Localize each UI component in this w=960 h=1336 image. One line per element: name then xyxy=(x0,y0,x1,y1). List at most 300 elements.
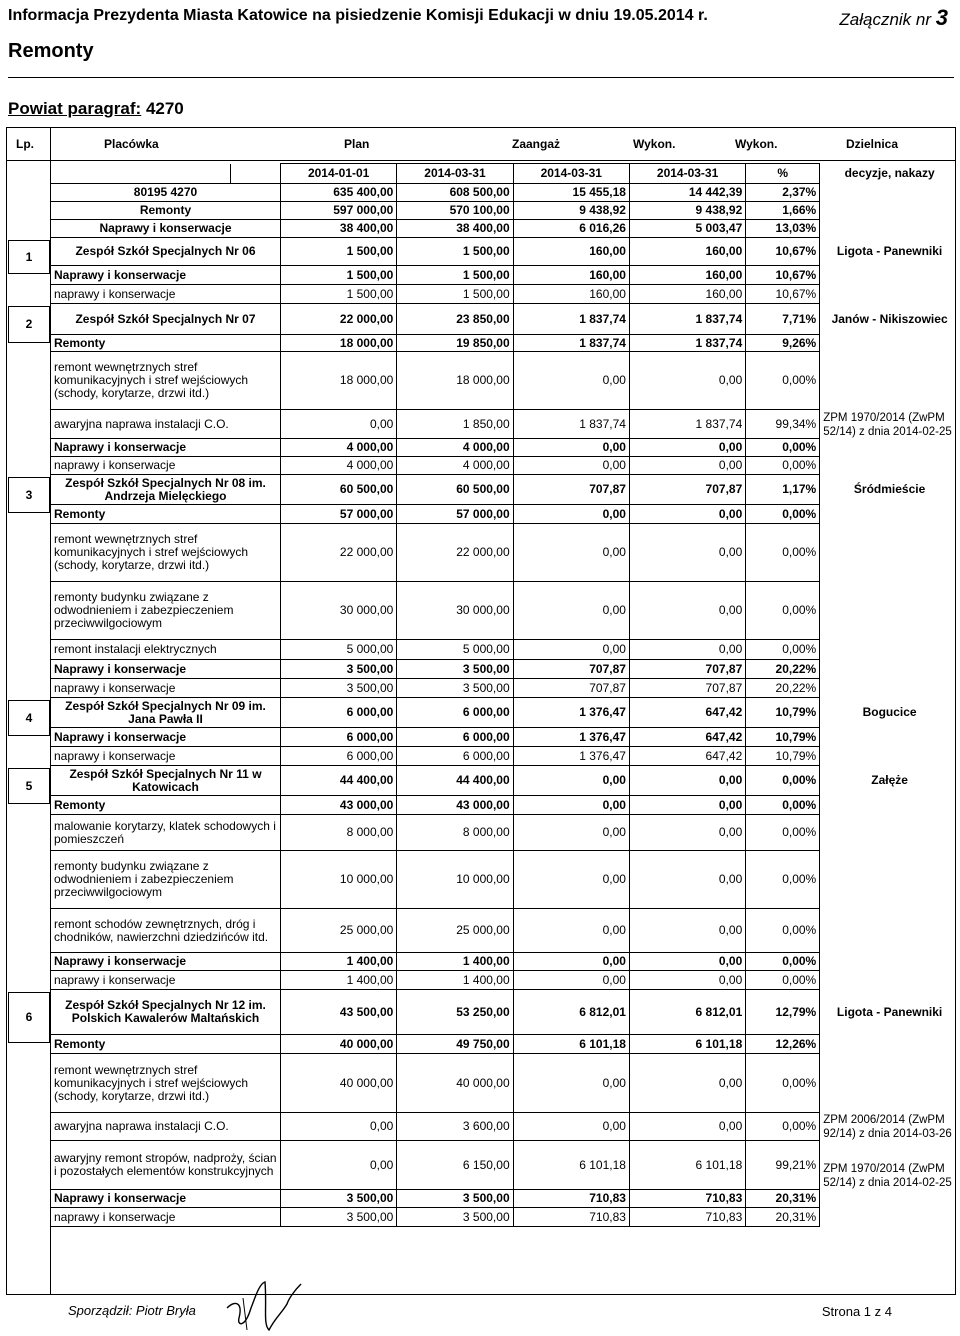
row-name: remont schodów zewnętrznych, dróg i chodników, nawierzchni dziedzińców itd. xyxy=(51,909,281,953)
district-empty xyxy=(820,202,960,220)
cell-a: 40 000,00 xyxy=(281,1054,397,1113)
annex-label-text: Załącznik nr xyxy=(839,10,932,29)
school-row xyxy=(51,698,960,728)
table-row xyxy=(51,335,960,352)
cell-p: 0,00% xyxy=(746,796,820,815)
cell-d: 0,00 xyxy=(629,909,745,953)
cell-b: 3 600,00 xyxy=(397,1113,513,1141)
cell-b: 25 000,00 xyxy=(397,909,513,953)
cell-a: 4 000,00 xyxy=(281,439,397,457)
table-row xyxy=(51,851,960,909)
cell-c: 1 376,47 xyxy=(513,747,629,766)
cell-p: 7,71% xyxy=(746,304,820,335)
cell-c: 0,00 xyxy=(513,640,629,660)
school-row xyxy=(51,766,960,796)
table-row xyxy=(51,220,960,238)
row-name: Naprawy i konserwacje xyxy=(51,439,281,457)
cell-p: 0,00% xyxy=(746,971,820,990)
table-row xyxy=(51,1054,960,1113)
cell-a: 3 500,00 xyxy=(281,679,397,698)
table-row xyxy=(51,1141,960,1190)
col-header-zaangaz: Zaangaż xyxy=(512,137,561,151)
row-name: naprawy i konserwacje xyxy=(51,1208,281,1227)
percent-header: % xyxy=(746,164,820,184)
cell-a: 3 500,00 xyxy=(281,660,397,679)
cell-d: 0,00 xyxy=(629,505,745,524)
district-empty xyxy=(820,953,960,971)
cell-b: 570 100,00 xyxy=(397,202,513,220)
cell-b: 8 000,00 xyxy=(397,815,513,851)
cell-a: 38 400,00 xyxy=(281,220,397,238)
table-row xyxy=(51,971,960,990)
annex-number: 3 xyxy=(935,5,948,30)
district-empty xyxy=(820,220,960,238)
cell-d: 0,00 xyxy=(629,352,745,410)
cell-p: 99,34% xyxy=(746,410,820,439)
decision-note: ZPM 1970/2014 (ZwPM 52/14) z dnia 2014-02-25 xyxy=(823,411,952,438)
district-name: Bogucice xyxy=(862,705,917,719)
cell-p: 0,00% xyxy=(746,457,820,475)
district-empty xyxy=(820,352,960,410)
cell-d: 6 812,01 xyxy=(629,990,745,1035)
row-name: Remonty xyxy=(51,202,281,220)
cell-c: 9 438,92 xyxy=(513,202,629,220)
cell-c: 707,87 xyxy=(513,475,629,505)
lp-number: 3 xyxy=(8,477,50,513)
table-row xyxy=(51,410,960,439)
cell-p: 10,79% xyxy=(746,728,820,747)
col-header-wykon-percent: Wykon. xyxy=(735,137,778,151)
cell-b: 19 850,00 xyxy=(397,335,513,352)
row-name: Zespół Szkół Specjalnych Nr 06 xyxy=(51,238,281,266)
cell-c: 6 101,18 xyxy=(513,1035,629,1054)
lp-number: 1 xyxy=(8,240,50,274)
cell-d: 14 442,39 xyxy=(629,184,745,202)
col-header-plan: Plan xyxy=(344,137,370,151)
district-empty xyxy=(820,660,960,679)
cell-a: 30 000,00 xyxy=(281,582,397,640)
cell-d: 0,00 xyxy=(629,971,745,990)
district-empty xyxy=(820,796,960,815)
table-row xyxy=(51,266,960,285)
cell-b: 608 500,00 xyxy=(397,184,513,202)
powiat-value: 4270 xyxy=(145,99,184,118)
cell-p: 0,00% xyxy=(746,1113,820,1141)
cell-a: 18 000,00 xyxy=(281,352,397,410)
row-name: naprawy i konserwacje xyxy=(51,457,281,475)
district-empty xyxy=(820,335,960,352)
school-row xyxy=(51,238,960,266)
cell-b: 1 500,00 xyxy=(397,285,513,304)
cell-p: 10,79% xyxy=(746,747,820,766)
cell-d: 0,00 xyxy=(629,851,745,909)
table-row xyxy=(51,285,960,304)
cell-d: 160,00 xyxy=(629,285,745,304)
cell-c: 0,00 xyxy=(513,457,629,475)
row-name: remont wewnętrznych stref komunikacyjnych i stref wejściowych (schody, korytarze, drzwi itd.) xyxy=(51,352,281,410)
table-row xyxy=(51,524,960,582)
cell-p: 0,00% xyxy=(746,766,820,796)
row-name: Zespół Szkół Specjalnych Nr 07 xyxy=(51,304,281,335)
table-row xyxy=(51,909,960,953)
cell-b: 22 000,00 xyxy=(397,524,513,582)
date-wykon: 2014-03-31 xyxy=(629,164,745,184)
cell-b: 1 400,00 xyxy=(397,971,513,990)
cell-p: 0,00% xyxy=(746,909,820,953)
cell-a: 0,00 xyxy=(281,410,397,439)
district-empty xyxy=(820,524,960,582)
cell-c: 0,00 xyxy=(513,1113,629,1141)
cell-d: 0,00 xyxy=(629,766,745,796)
district-name: Ligota - Panewniki xyxy=(836,1004,943,1019)
row-name: Zespół Szkół Specjalnych Nr 11 w Katowicach xyxy=(51,766,281,796)
school-row xyxy=(51,475,960,505)
cell-d: 5 003,47 xyxy=(629,220,745,238)
cell-d: 710,83 xyxy=(629,1190,745,1208)
table-row xyxy=(51,728,960,747)
date-plan-end: 2014-03-31 xyxy=(397,164,513,184)
budget-table xyxy=(50,163,960,1227)
cell-b: 6 150,00 xyxy=(397,1141,513,1190)
cell-p: 99,21% xyxy=(746,1141,820,1190)
cell-p: 0,00% xyxy=(746,815,820,851)
district-empty xyxy=(820,439,960,457)
cell-d: 0,00 xyxy=(629,953,745,971)
cell-a: 10 000,00 xyxy=(281,851,397,909)
cell-d: 1 837,74 xyxy=(629,304,745,335)
district-empty xyxy=(820,1208,960,1227)
row-name: Naprawy i konserwacje xyxy=(51,660,281,679)
date-plan-start: 2014-01-01 xyxy=(281,164,397,184)
row-name: Naprawy i konserwacje xyxy=(51,1190,281,1208)
cell-d: 647,42 xyxy=(629,698,745,728)
dzielnica-subheader: decyzje, nakazy xyxy=(844,166,935,180)
cell-a: 1 500,00 xyxy=(281,238,397,266)
cell-p: 10,67% xyxy=(746,238,820,266)
district-empty xyxy=(820,582,960,640)
header-title: Informacja Prezydenta Miasta Katowice na pisiedzenie Komisji Edukacji w dniu 19.05.2014 r. xyxy=(8,7,708,24)
row-name: remonty budynku związane z odwodnieniem i zabezpieczeniem przeciwwilgociowym xyxy=(51,851,281,909)
district-name: Śródmieście xyxy=(853,482,926,496)
cell-b: 38 400,00 xyxy=(397,220,513,238)
cell-a: 6 000,00 xyxy=(281,698,397,728)
cell-c: 6 812,01 xyxy=(513,990,629,1035)
row-name: malowanie korytarzy, klatek schodowych i pomieszczeń xyxy=(51,815,281,851)
cell-c: 15 455,18 xyxy=(513,184,629,202)
cell-a: 57 000,00 xyxy=(281,505,397,524)
cell-c: 1 376,47 xyxy=(513,728,629,747)
col-header-placowka: Placówka xyxy=(104,137,159,151)
cell-a: 22 000,00 xyxy=(281,304,397,335)
table-row xyxy=(51,1113,960,1141)
cell-a: 18 000,00 xyxy=(281,335,397,352)
cell-d: 0,00 xyxy=(629,640,745,660)
cell-a: 43 500,00 xyxy=(281,990,397,1035)
col-header-wykon-amount: Wykon. xyxy=(633,137,676,151)
cell-b: 23 850,00 xyxy=(397,304,513,335)
district-empty xyxy=(820,640,960,660)
table-row xyxy=(51,184,960,202)
row-name: naprawy i konserwacje xyxy=(51,971,281,990)
cell-p: 10,67% xyxy=(746,285,820,304)
cell-d: 707,87 xyxy=(629,475,745,505)
row-name: Zespół Szkół Specjalnych Nr 08 im. Andrzeja Mielęckiego xyxy=(51,475,281,505)
cell-p: 0,00% xyxy=(746,1054,820,1113)
table-row xyxy=(51,439,960,457)
decision-note: ZPM 1970/2014 (ZwPM 52/14) z dnia 2014-02-25 xyxy=(823,1162,952,1189)
row-name: naprawy i konserwacje xyxy=(51,285,281,304)
cell-b: 30 000,00 xyxy=(397,582,513,640)
cell-p: 12,26% xyxy=(746,1035,820,1054)
cell-p: 0,00% xyxy=(746,505,820,524)
cell-p: 2,37% xyxy=(746,184,820,202)
cell-p: 0,00% xyxy=(746,851,820,909)
cell-p: 1,66% xyxy=(746,202,820,220)
row-name: awaryjna naprawa instalacji C.O. xyxy=(51,410,281,439)
cell-a: 1 500,00 xyxy=(281,266,397,285)
cell-c: 0,00 xyxy=(513,1054,629,1113)
cell-c: 0,00 xyxy=(513,352,629,410)
powiat-label: Powiat paragraf: xyxy=(8,99,142,118)
cell-c: 1 837,74 xyxy=(513,410,629,439)
row-name: 80195 4270 xyxy=(51,184,281,202)
cell-p: 10,67% xyxy=(746,266,820,285)
document-subtitle: Remonty xyxy=(8,40,94,62)
cell-a: 0,00 xyxy=(281,1113,397,1141)
cell-p: 13,03% xyxy=(746,220,820,238)
district-name: Załęże xyxy=(871,773,908,787)
cell-a: 43 000,00 xyxy=(281,796,397,815)
cell-a: 8 000,00 xyxy=(281,815,397,851)
district-empty xyxy=(820,909,960,953)
lp-number: 4 xyxy=(8,700,50,736)
cell-b: 6 000,00 xyxy=(397,747,513,766)
cell-a: 1 400,00 xyxy=(281,971,397,990)
row-name: Naprawy i konserwacje xyxy=(51,728,281,747)
col-header-lp: Lp. xyxy=(16,137,34,151)
cell-b: 3 500,00 xyxy=(397,660,513,679)
table-row xyxy=(51,1208,960,1227)
cell-b: 6 000,00 xyxy=(397,698,513,728)
cell-a: 40 000,00 xyxy=(281,1035,397,1054)
cell-a: 25 000,00 xyxy=(281,909,397,953)
cell-b: 40 000,00 xyxy=(397,1054,513,1113)
header-rule xyxy=(8,77,954,78)
table-row xyxy=(51,1035,960,1054)
cell-c: 0,00 xyxy=(513,953,629,971)
cell-b: 10 000,00 xyxy=(397,851,513,909)
district-empty xyxy=(820,851,960,909)
cell-c: 0,00 xyxy=(513,582,629,640)
row-name: Remonty xyxy=(51,1035,281,1054)
cell-d: 707,87 xyxy=(629,660,745,679)
cell-c: 6 101,18 xyxy=(513,1141,629,1190)
table-row xyxy=(51,747,960,766)
cell-b: 53 250,00 xyxy=(397,990,513,1035)
district-empty xyxy=(820,266,960,285)
cell-b: 18 000,00 xyxy=(397,352,513,410)
cell-d: 0,00 xyxy=(629,524,745,582)
table-row xyxy=(51,352,960,410)
cell-b: 43 000,00 xyxy=(397,796,513,815)
cell-a: 22 000,00 xyxy=(281,524,397,582)
cell-c: 0,00 xyxy=(513,505,629,524)
signature xyxy=(225,1278,305,1336)
cell-b: 57 000,00 xyxy=(397,505,513,524)
annex-label xyxy=(839,5,948,31)
cell-d: 0,00 xyxy=(629,582,745,640)
cell-p: 20,31% xyxy=(746,1190,820,1208)
cell-a: 3 500,00 xyxy=(281,1190,397,1208)
district-empty xyxy=(820,505,960,524)
col-header-dzielnica: Dzielnica xyxy=(846,137,899,151)
cell-d: 0,00 xyxy=(629,815,745,851)
cell-d: 647,42 xyxy=(629,747,745,766)
cell-p: 0,00% xyxy=(746,582,820,640)
cell-c: 160,00 xyxy=(513,266,629,285)
cell-a: 44 400,00 xyxy=(281,766,397,796)
cell-a: 1 500,00 xyxy=(281,285,397,304)
cell-d: 160,00 xyxy=(629,238,745,266)
cell-c: 1 376,47 xyxy=(513,698,629,728)
table-row xyxy=(51,1190,960,1208)
cell-d: 1 837,74 xyxy=(629,410,745,439)
cell-d: 160,00 xyxy=(629,266,745,285)
table-row xyxy=(51,660,960,679)
district-empty xyxy=(820,184,960,202)
cell-b: 60 500,00 xyxy=(397,475,513,505)
cell-a: 5 000,00 xyxy=(281,640,397,660)
lp-number: 5 xyxy=(8,768,50,804)
date-zaangaz: 2014-03-31 xyxy=(513,164,629,184)
table-row xyxy=(51,796,960,815)
cell-c: 1 837,74 xyxy=(513,304,629,335)
row-name: awaryjna naprawa instalacji C.O. xyxy=(51,1113,281,1141)
school-row xyxy=(51,304,960,335)
cell-c: 710,83 xyxy=(513,1208,629,1227)
cell-b: 1 400,00 xyxy=(397,953,513,971)
cell-b: 6 000,00 xyxy=(397,728,513,747)
cell-p: 0,00% xyxy=(746,953,820,971)
row-name: Zespół Szkół Specjalnych Nr 12 im. Polskich Kawalerów Maltańskich xyxy=(51,990,281,1035)
row-name: Naprawy i konserwacje xyxy=(51,953,281,971)
cell-b: 4 000,00 xyxy=(397,457,513,475)
cell-c: 0,00 xyxy=(513,815,629,851)
cell-d: 0,00 xyxy=(629,1113,745,1141)
district-empty xyxy=(820,457,960,475)
cell-c: 160,00 xyxy=(513,238,629,266)
cell-c: 160,00 xyxy=(513,285,629,304)
cell-c: 0,00 xyxy=(513,524,629,582)
cell-c: 6 016,26 xyxy=(513,220,629,238)
cell-b: 1 500,00 xyxy=(397,238,513,266)
cell-b: 4 000,00 xyxy=(397,439,513,457)
column-header-divider xyxy=(6,160,956,161)
district-empty xyxy=(820,1054,960,1113)
table-row xyxy=(51,582,960,640)
cell-p: 9,26% xyxy=(746,335,820,352)
district-empty xyxy=(820,1190,960,1208)
row-name: naprawy i konserwacje xyxy=(51,747,281,766)
row-name: naprawy i konserwacje xyxy=(51,679,281,698)
table-row xyxy=(51,202,960,220)
cell-p: 0,00% xyxy=(746,352,820,410)
cell-d: 1 837,74 xyxy=(629,335,745,352)
cell-a: 635 400,00 xyxy=(281,184,397,202)
row-name: Naprawy i konserwacje xyxy=(51,220,281,238)
row-name: Zespół Szkół Specjalnych Nr 09 im. Jana Pawła II xyxy=(51,698,281,728)
cell-c: 1 837,74 xyxy=(513,335,629,352)
cell-c: 0,00 xyxy=(513,439,629,457)
cell-b: 3 500,00 xyxy=(397,1190,513,1208)
cell-a: 3 500,00 xyxy=(281,1208,397,1227)
row-name: Naprawy i konserwacje xyxy=(51,266,281,285)
cell-d: 6 101,18 xyxy=(629,1035,745,1054)
decision-note: ZPM 2006/2014 (ZwPM 92/14) z dnia 2014-03-26 xyxy=(823,1113,952,1140)
cell-b: 49 750,00 xyxy=(397,1035,513,1054)
cell-c: 707,87 xyxy=(513,679,629,698)
cell-c: 0,00 xyxy=(513,796,629,815)
cell-c: 710,83 xyxy=(513,1190,629,1208)
row-name: Remonty xyxy=(51,505,281,524)
row-name: awaryjny remont stropów, nadproży, ścian i pozostałych elementów konstrukcyjnych xyxy=(51,1141,281,1190)
lp-number: 6 xyxy=(8,992,50,1043)
row-name: remonty budynku związane z odwodnieniem i zabezpieczeniem przeciwwilgociowym xyxy=(51,582,281,640)
cell-p: 1,17% xyxy=(746,475,820,505)
row-name: Remonty xyxy=(51,796,281,815)
cell-a: 0,00 xyxy=(281,1141,397,1190)
district-empty xyxy=(820,728,960,747)
district-name: Janów - Nikiszowiec xyxy=(831,311,948,326)
cell-b: 3 500,00 xyxy=(397,679,513,698)
date-header-row xyxy=(51,164,960,184)
cell-d: 0,00 xyxy=(629,457,745,475)
cell-b: 3 500,00 xyxy=(397,1208,513,1227)
cell-a: 4 000,00 xyxy=(281,457,397,475)
district-empty xyxy=(820,971,960,990)
cell-p: 12,79% xyxy=(746,990,820,1035)
table-row xyxy=(51,815,960,851)
cell-p: 0,00% xyxy=(746,524,820,582)
cell-p: 10,79% xyxy=(746,698,820,728)
cell-d: 647,42 xyxy=(629,728,745,747)
cell-b: 1 500,00 xyxy=(397,266,513,285)
table-row xyxy=(51,679,960,698)
district-empty xyxy=(820,679,960,698)
cell-d: 707,87 xyxy=(629,679,745,698)
page-number: Strona 1 z 4 xyxy=(821,1304,892,1319)
cell-b: 44 400,00 xyxy=(397,766,513,796)
cell-b: 5 000,00 xyxy=(397,640,513,660)
row-name: Remonty xyxy=(51,335,281,352)
cell-p: 0,00% xyxy=(746,439,820,457)
row-name: remont instalacji elektrycznych xyxy=(51,640,281,660)
cell-a: 6 000,00 xyxy=(281,728,397,747)
cell-a: 6 000,00 xyxy=(281,747,397,766)
cell-d: 6 101,18 xyxy=(629,1141,745,1190)
cell-a: 60 500,00 xyxy=(281,475,397,505)
table-row xyxy=(51,640,960,660)
cell-d: 710,83 xyxy=(629,1208,745,1227)
district-name: Ligota - Panewniki xyxy=(836,244,943,258)
cell-c: 0,00 xyxy=(513,909,629,953)
table-row xyxy=(51,457,960,475)
cell-c: 707,87 xyxy=(513,660,629,679)
row-name: remont wewnętrznych stref komunikacyjnych i stref wejściowych (schody, korytarze, drzwi itd.) xyxy=(51,1054,281,1113)
row-name: remont wewnętrznych stref komunikacyjnych i stref wejściowych (schody, korytarze, drzwi itd.) xyxy=(51,524,281,582)
district-empty xyxy=(820,1035,960,1054)
prepared-by: Sporządził: Piotr Bryła xyxy=(68,1303,196,1318)
